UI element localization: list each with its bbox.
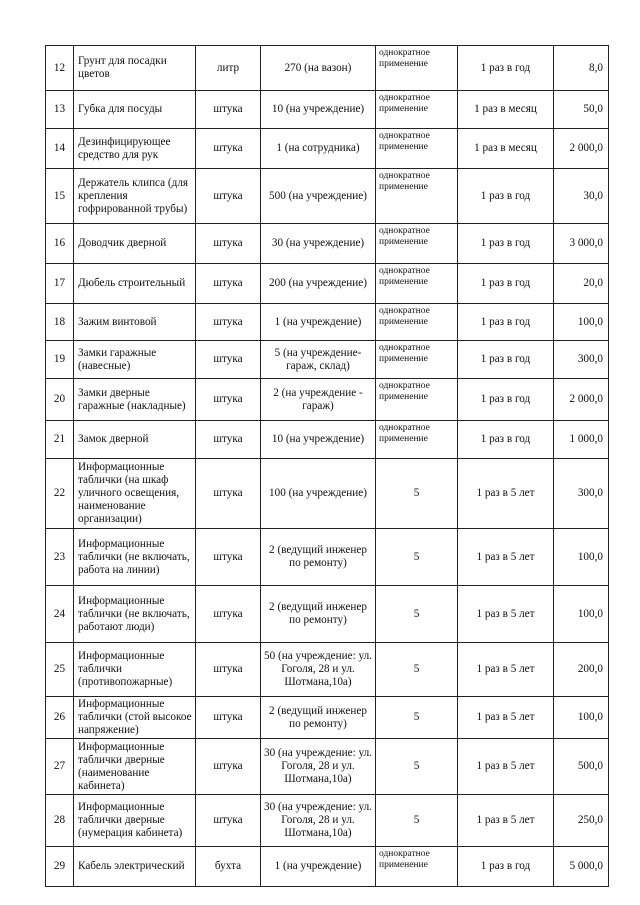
row-number-cell: 21 <box>46 421 74 459</box>
item-name-cell: Информационные таблички дверные (наименование кабинета) <box>74 739 196 795</box>
unit-of-measure-cell: штука <box>196 91 261 129</box>
item-name-cell: Дезинфицирующее средство для рук <box>74 129 196 169</box>
item-name-cell: Информационные таблички (противопожарные) <box>74 643 196 697</box>
table-row <box>46 264 609 304</box>
table-row <box>46 847 609 887</box>
frequency-cell: 1 раз в 5 лет <box>458 697 554 739</box>
row-number-cell: 24 <box>46 586 74 643</box>
unit-of-measure-cell: штука <box>196 304 261 341</box>
unit-of-measure-cell: штука <box>196 421 261 459</box>
quantity-cell: 30 (на учреждение: ул. Гоголя, 28 и ул. Шотмана,10а) <box>261 739 376 795</box>
frequency-cell: 1 раз в год <box>458 264 554 304</box>
quantity-cell: 2 (ведущий инженер по ремонту) <box>261 586 376 643</box>
row-number-cell: 27 <box>46 739 74 795</box>
unit-of-measure-cell: штука <box>196 643 261 697</box>
price-cell: 30,0 <box>554 169 609 224</box>
unit-of-measure-cell: штука <box>196 169 261 224</box>
frequency-cell: 1 раз в 5 лет <box>458 795 554 847</box>
frequency-cell: 1 раз в год <box>458 169 554 224</box>
unit-of-measure-cell: штука <box>196 586 261 643</box>
frequency-cell: 1 раз в год <box>458 304 554 341</box>
table-row <box>46 304 609 341</box>
frequency-cell: 1 раз в год <box>458 224 554 264</box>
row-number-cell: 23 <box>46 529 74 586</box>
quantity-cell: 1 (на учреждение) <box>261 847 376 887</box>
frequency-cell: 1 раз в месяц <box>458 91 554 129</box>
quantity-cell: 2 (ведущий инженер по ремонту) <box>261 697 376 739</box>
frequency-cell: 1 раз в 5 лет <box>458 586 554 643</box>
row-number-cell: 26 <box>46 697 74 739</box>
frequency-cell: 1 раз в год <box>458 341 554 379</box>
table-row <box>46 643 609 697</box>
item-name-cell: Доводчик дверной <box>74 224 196 264</box>
quantity-cell: 30 (на учреждение: ул. Гоголя, 28 и ул. Шотмана,10а) <box>261 795 376 847</box>
service-life-cell: 5 <box>376 529 458 586</box>
frequency-cell: 1 раз в 5 лет <box>458 739 554 795</box>
item-name-cell: Грунт для посадки цветов <box>74 46 196 91</box>
unit-of-measure-cell: штука <box>196 341 261 379</box>
table-row <box>46 224 609 264</box>
frequency-cell: 1 раз в 5 лет <box>458 529 554 586</box>
row-number-cell: 25 <box>46 643 74 697</box>
unit-of-measure-cell: штука <box>196 379 261 421</box>
item-name-cell: Информационные таблички дверные (нумерация кабинета) <box>74 795 196 847</box>
price-cell: 100,0 <box>554 586 609 643</box>
service-life-cell: однократное применение <box>376 341 458 379</box>
table-row <box>46 46 609 91</box>
quantity-cell: 5 (на учреждение-гараж, склад) <box>261 341 376 379</box>
table-row <box>46 459 609 529</box>
service-life-cell: однократное применение <box>376 169 458 224</box>
row-number-cell: 19 <box>46 341 74 379</box>
table-row <box>46 341 609 379</box>
row-number-cell: 13 <box>46 91 74 129</box>
table-row <box>46 697 609 739</box>
quantity-cell: 500 (на учреждение) <box>261 169 376 224</box>
row-number-cell: 12 <box>46 46 74 91</box>
price-cell: 2 000,0 <box>554 129 609 169</box>
price-cell: 8,0 <box>554 46 609 91</box>
table-row <box>46 586 609 643</box>
service-life-cell: однократное применение <box>376 46 458 91</box>
table-body <box>46 46 609 887</box>
item-name-cell: Замок дверной <box>74 421 196 459</box>
table-row <box>46 795 609 847</box>
quantity-cell: 2 (на учреждение - гараж) <box>261 379 376 421</box>
row-number-cell: 17 <box>46 264 74 304</box>
price-cell: 2 000,0 <box>554 379 609 421</box>
price-cell: 20,0 <box>554 264 609 304</box>
price-cell: 50,0 <box>554 91 609 129</box>
service-life-cell: 5 <box>376 697 458 739</box>
price-cell: 300,0 <box>554 459 609 529</box>
unit-of-measure-cell: штука <box>196 459 261 529</box>
service-life-cell: однократное применение <box>376 421 458 459</box>
item-name-cell: Губка для посуды <box>74 91 196 129</box>
frequency-cell: 1 раз в 5 лет <box>458 643 554 697</box>
item-name-cell: Информационные таблички (не включать, работают люди) <box>74 586 196 643</box>
unit-of-measure-cell: штука <box>196 224 261 264</box>
row-number-cell: 28 <box>46 795 74 847</box>
unit-of-measure-cell: штука <box>196 697 261 739</box>
service-life-cell: однократное применение <box>376 379 458 421</box>
item-name-cell: Информационные таблички (стой высокое напряжение) <box>74 697 196 739</box>
unit-of-measure-cell: бухта <box>196 847 261 887</box>
table-row <box>46 129 609 169</box>
price-cell: 3 000,0 <box>554 224 609 264</box>
price-cell: 300,0 <box>554 341 609 379</box>
item-name-cell: Зажим винтовой <box>74 304 196 341</box>
quantity-cell: 100 (на учреждение) <box>261 459 376 529</box>
quantity-cell: 1 (на учреждение) <box>261 304 376 341</box>
frequency-cell: 1 раз в год <box>458 847 554 887</box>
row-number-cell: 15 <box>46 169 74 224</box>
row-number-cell: 18 <box>46 304 74 341</box>
service-life-cell: однократное применение <box>376 847 458 887</box>
frequency-cell: 1 раз в 5 лет <box>458 459 554 529</box>
frequency-cell: 1 раз в год <box>458 46 554 91</box>
frequency-cell: 1 раз в год <box>458 421 554 459</box>
table-row <box>46 739 609 795</box>
service-life-cell: однократное применение <box>376 264 458 304</box>
service-life-cell: однократное применение <box>376 304 458 341</box>
price-cell: 200,0 <box>554 643 609 697</box>
row-number-cell: 22 <box>46 459 74 529</box>
frequency-cell: 1 раз в месяц <box>458 129 554 169</box>
service-life-cell: 5 <box>376 795 458 847</box>
row-number-cell: 29 <box>46 847 74 887</box>
table-row <box>46 421 609 459</box>
service-life-cell: 5 <box>376 586 458 643</box>
price-cell: 100,0 <box>554 697 609 739</box>
item-name-cell: Держатель клипса (для крепления гофрированной трубы) <box>74 169 196 224</box>
service-life-cell: 5 <box>376 739 458 795</box>
row-number-cell: 14 <box>46 129 74 169</box>
table-row <box>46 91 609 129</box>
item-name-cell: Информационные таблички (на шкаф уличного освещения, наименование организации) <box>74 459 196 529</box>
table-row <box>46 169 609 224</box>
item-name-cell: Дюбель строительный <box>74 264 196 304</box>
item-name-cell: Замки гаражные (навесные) <box>74 341 196 379</box>
service-life-cell: 5 <box>376 643 458 697</box>
price-cell: 250,0 <box>554 795 609 847</box>
table-row <box>46 379 609 421</box>
item-name-cell: Информационные таблички (не включать, работа на линии) <box>74 529 196 586</box>
item-name-cell: Замки дверные гаражные (накладные) <box>74 379 196 421</box>
price-cell: 1 000,0 <box>554 421 609 459</box>
quantity-cell: 30 (на учреждение) <box>261 224 376 264</box>
service-life-cell: однократное применение <box>376 224 458 264</box>
unit-of-measure-cell: штука <box>196 129 261 169</box>
unit-of-measure-cell: литр <box>196 46 261 91</box>
price-cell: 5 000,0 <box>554 847 609 887</box>
quantity-cell: 270 (на вазон) <box>261 46 376 91</box>
service-life-cell: 5 <box>376 459 458 529</box>
table-row <box>46 529 609 586</box>
quantity-cell: 2 (ведущий инженер по ремонту) <box>261 529 376 586</box>
price-cell: 100,0 <box>554 529 609 586</box>
unit-of-measure-cell: штука <box>196 795 261 847</box>
unit-of-measure-cell: штука <box>196 529 261 586</box>
quantity-cell: 200 (на учреждение) <box>261 264 376 304</box>
price-cell: 500,0 <box>554 739 609 795</box>
row-number-cell: 20 <box>46 379 74 421</box>
frequency-cell: 1 раз в год <box>458 379 554 421</box>
quantity-cell: 50 (на учреждение: ул. Гоголя, 28 и ул. Шотмана,10а) <box>261 643 376 697</box>
service-life-cell: однократное применение <box>376 129 458 169</box>
unit-of-measure-cell: штука <box>196 264 261 304</box>
quantity-cell: 1 (на сотрудника) <box>261 129 376 169</box>
quantity-cell: 10 (на учреждение) <box>261 421 376 459</box>
price-cell: 100,0 <box>554 304 609 341</box>
service-life-cell: однократное применение <box>376 91 458 129</box>
item-name-cell: Кабель электрический <box>74 847 196 887</box>
norms-table <box>45 45 609 887</box>
quantity-cell: 10 (на учреждение) <box>261 91 376 129</box>
row-number-cell: 16 <box>46 224 74 264</box>
unit-of-measure-cell: штука <box>196 739 261 795</box>
